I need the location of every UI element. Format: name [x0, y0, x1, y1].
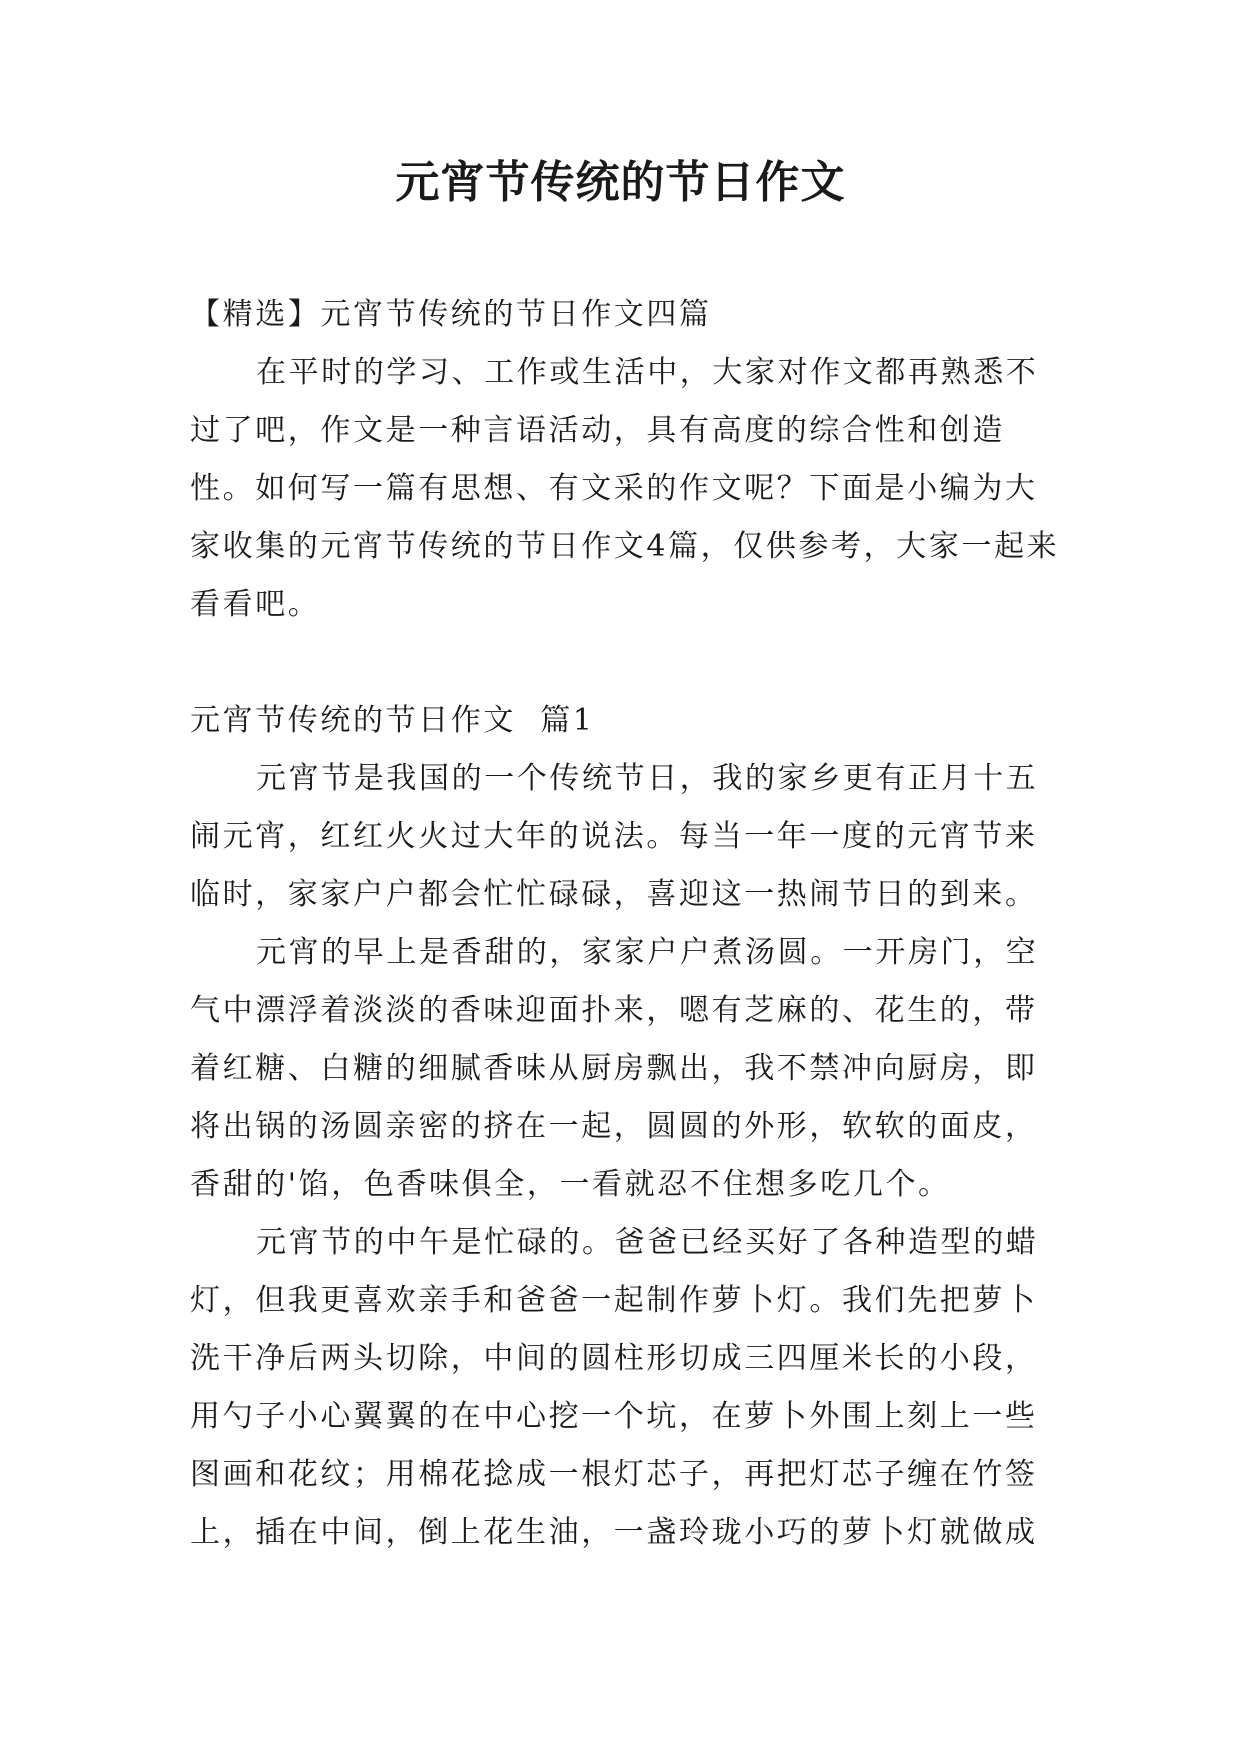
- document-title: 元宵节传统的节日作文: [395, 157, 846, 208]
- document-subtitle: 【精选】元宵节传统的节日作文四篇: [190, 297, 712, 332]
- body-paragraph-1: 元宵节是我国的一个传统节日，我的家乡更有正月十五闹元宵，红红火火过大年的说法。每当一年一度的元宵节来临时，家家户户都会忙忙碌碌，喜迎这一热闹节日的到来。: [190, 761, 1039, 912]
- section-heading: 元宵节传统的节日作文 篇1: [190, 703, 595, 738]
- document-body: [190, 286, 1060, 1562]
- intro-paragraph: 在平时的学习、工作或生活中，大家对作文都再熟悉不过了吧，作文是一种言语活动，具有高度的综合性和创造性。如何写一篇有思想、有文采的作文呢？下面是小编为大家收集的元宵节传统的节日作文4篇，仅供参考，大家一起来看看吧。: [190, 355, 1060, 622]
- section-spacer: [190, 634, 1060, 692]
- body-paragraph-3: 元宵节的中午是忙碌的。爸爸已经买好了各种造型的蜡灯，但我更喜欢亲手和爸爸一起制作萝卜灯。我们先把萝卜洗干净后两头切除，中间的圆柱形切成三四厘米长的小段，用勺子小心翼翼的在中心挖一个坑，在萝卜外围上刻上一些图画和花纹；用棉花捻成一根灯芯子，再把灯芯子缠在竹签上，插在中间，倒上花生油，一盏玲珑小巧的萝卜灯就做成: [190, 1225, 1039, 1550]
- body-paragraph-2: 元宵的早上是香甜的，家家户户煮汤圆。一开房门，空气中漂浮着淡淡的香味迎面扑来，嗯有芝麻的、花生的，带着红糖、白糖的细腻香味从厨房飘出，我不禁冲向厨房，即将出锅的汤圆亲密的挤在一起，圆圆的外形，软软的面皮，香甜的'馅，色香味俱全，一看就忍不住想多吃几个。: [190, 935, 1039, 1202]
